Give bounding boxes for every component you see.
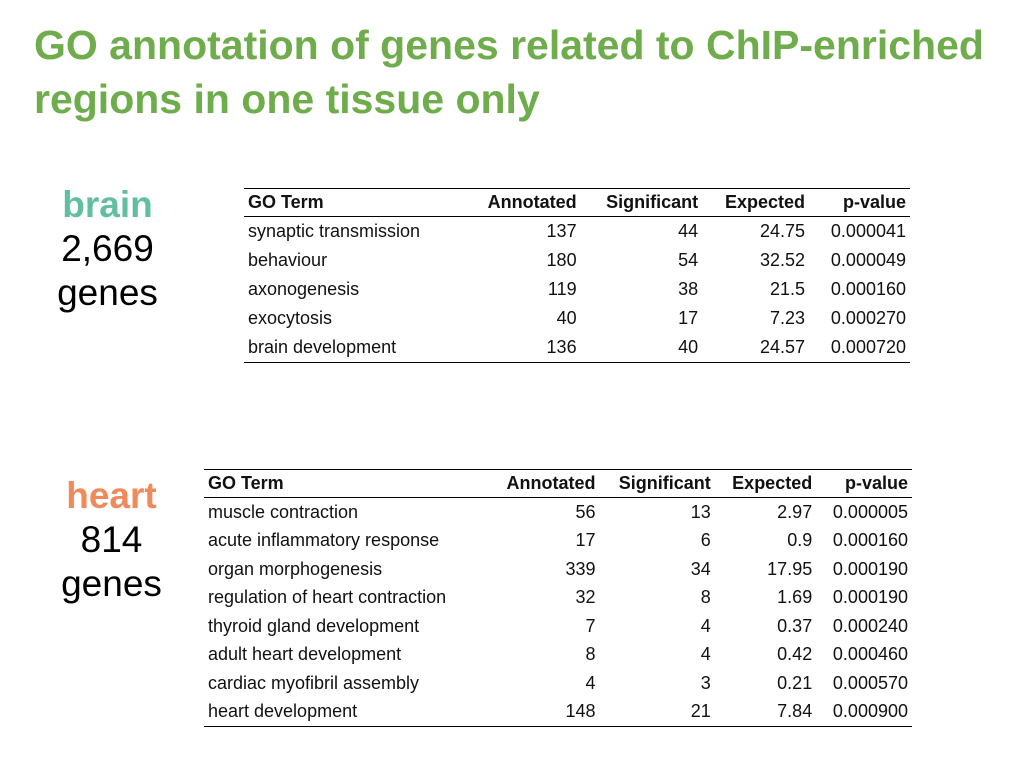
- cell-annotated: 136: [463, 333, 581, 363]
- cell-significant: 40: [581, 333, 703, 363]
- cell-expected: 32.52: [760, 250, 806, 270]
- cell-annotated: 339: [565, 558, 596, 579]
- slide-title: GO annotation of genes related to ChIP-enriched regions in one tissue only: [34, 22, 984, 122]
- cell-annotated: 180: [546, 250, 577, 270]
- cell-significant: 34: [690, 558, 711, 579]
- cell-go-term: muscle contraction: [208, 501, 359, 522]
- cell-annotated: 7: [585, 615, 596, 636]
- cell-go-term: cardiac myofibril assembly: [208, 672, 420, 693]
- cell-significant: 4: [700, 615, 711, 636]
- heart-gene-count: 814: [80, 519, 143, 560]
- column-header-p-value: p-value: [816, 470, 912, 498]
- brain-label: [40, 183, 175, 315]
- table-row: [244, 217, 910, 247]
- cell-annotated: 56: [575, 501, 596, 522]
- cell-expected: 0.21: [777, 672, 813, 693]
- cell-significant: 3: [700, 672, 711, 693]
- table-row: [204, 527, 912, 556]
- cell-go-term: synaptic transmission: [248, 221, 421, 241]
- cell-expected: 0.37: [777, 615, 813, 636]
- cell-p-value: 0.000160: [832, 530, 908, 551]
- cell-go-term: acute inflammatory response: [208, 530, 440, 551]
- cell-significant: 6: [700, 530, 711, 551]
- table-row: [204, 698, 912, 727]
- column-header-go-term: GO Term: [244, 189, 463, 217]
- cell-annotated: 17: [575, 530, 596, 551]
- cell-p-value: 0.000720: [809, 333, 910, 363]
- heart-label: [44, 474, 179, 606]
- cell-significant: 21: [599, 698, 714, 727]
- brain-gene-unit: genes: [57, 272, 158, 313]
- cell-p-value: 0.000041: [830, 221, 906, 241]
- heart-gene-unit: genes: [61, 563, 162, 604]
- table-row: [204, 555, 912, 584]
- cell-expected: 24.57: [702, 333, 809, 363]
- table-row: [204, 641, 912, 670]
- cell-annotated: 8: [585, 644, 596, 665]
- cell-p-value: 0.000900: [816, 698, 912, 727]
- cell-significant: 4: [700, 644, 711, 665]
- table-row: [204, 669, 912, 698]
- cell-go-term: behaviour: [248, 250, 328, 270]
- cell-annotated: 4: [585, 672, 596, 693]
- table-header-row: [204, 470, 912, 498]
- cell-p-value: 0.000005: [832, 501, 908, 522]
- brain-tissue-name: brain: [62, 184, 153, 225]
- cell-go-term: regulation of heart contraction: [208, 587, 447, 608]
- cell-significant: 54: [678, 250, 699, 270]
- cell-expected: 2.97: [777, 501, 813, 522]
- cell-annotated: 148: [488, 698, 600, 727]
- column-header-annotated: Annotated: [488, 470, 600, 498]
- cell-go-term: exocytosis: [248, 308, 333, 328]
- cell-go-term: brain development: [244, 333, 463, 363]
- cell-go-term: thyroid gland development: [208, 615, 420, 636]
- cell-go-term: axonogenesis: [248, 279, 360, 299]
- cell-go-term: heart development: [204, 698, 488, 727]
- heart-tissue-name: heart: [66, 475, 157, 516]
- table-row: [244, 275, 910, 304]
- cell-annotated: 40: [556, 308, 577, 328]
- column-header-expected: Expected: [702, 189, 809, 217]
- cell-p-value: 0.000160: [830, 279, 906, 299]
- table-row: [204, 584, 912, 613]
- brain-go-table: [244, 188, 910, 363]
- cell-expected: 0.9: [787, 530, 813, 551]
- brain-table-body: [244, 217, 910, 363]
- cell-p-value: 0.000190: [832, 587, 908, 608]
- table-row: [204, 498, 912, 527]
- heart-go-table: [204, 469, 912, 727]
- cell-annotated: 119: [547, 279, 577, 299]
- cell-significant: 38: [678, 279, 699, 299]
- cell-p-value: 0.000570: [832, 672, 908, 693]
- heart-table-body: [204, 498, 912, 727]
- cell-expected: 17.95: [767, 558, 813, 579]
- table-header-row: [244, 189, 910, 217]
- cell-significant: 44: [678, 221, 699, 241]
- cell-p-value: 0.000240: [832, 615, 908, 636]
- cell-p-value: 0.000460: [832, 644, 908, 665]
- table-row: [204, 612, 912, 641]
- cell-significant: 8: [700, 587, 711, 608]
- column-header-go-term: GO Term: [204, 470, 488, 498]
- cell-expected: 24.75: [760, 221, 806, 241]
- cell-expected: 0.42: [777, 644, 813, 665]
- column-header-annotated: Annotated: [463, 189, 581, 217]
- cell-significant: 13: [690, 501, 711, 522]
- cell-expected: 7.84: [715, 698, 816, 727]
- column-header-significant: Significant: [599, 470, 714, 498]
- cell-p-value: 0.000190: [832, 558, 908, 579]
- cell-expected: 1.69: [777, 587, 813, 608]
- brain-gene-count: 2,669: [61, 228, 154, 269]
- cell-p-value: 0.000270: [830, 308, 906, 328]
- column-header-significant: Significant: [581, 189, 703, 217]
- cell-p-value: 0.000049: [830, 250, 906, 270]
- column-header-p-value: p-value: [809, 189, 910, 217]
- table-row: [244, 333, 910, 363]
- cell-go-term: organ morphogenesis: [208, 558, 383, 579]
- cell-annotated: 137: [546, 221, 577, 241]
- cell-go-term: adult heart development: [208, 644, 402, 665]
- cell-expected: 7.23: [770, 308, 806, 328]
- table-row: [244, 246, 910, 275]
- cell-annotated: 32: [575, 587, 596, 608]
- cell-expected: 21.5: [770, 279, 806, 299]
- table-row: [244, 304, 910, 333]
- cell-significant: 17: [678, 308, 699, 328]
- column-header-expected: Expected: [715, 470, 816, 498]
